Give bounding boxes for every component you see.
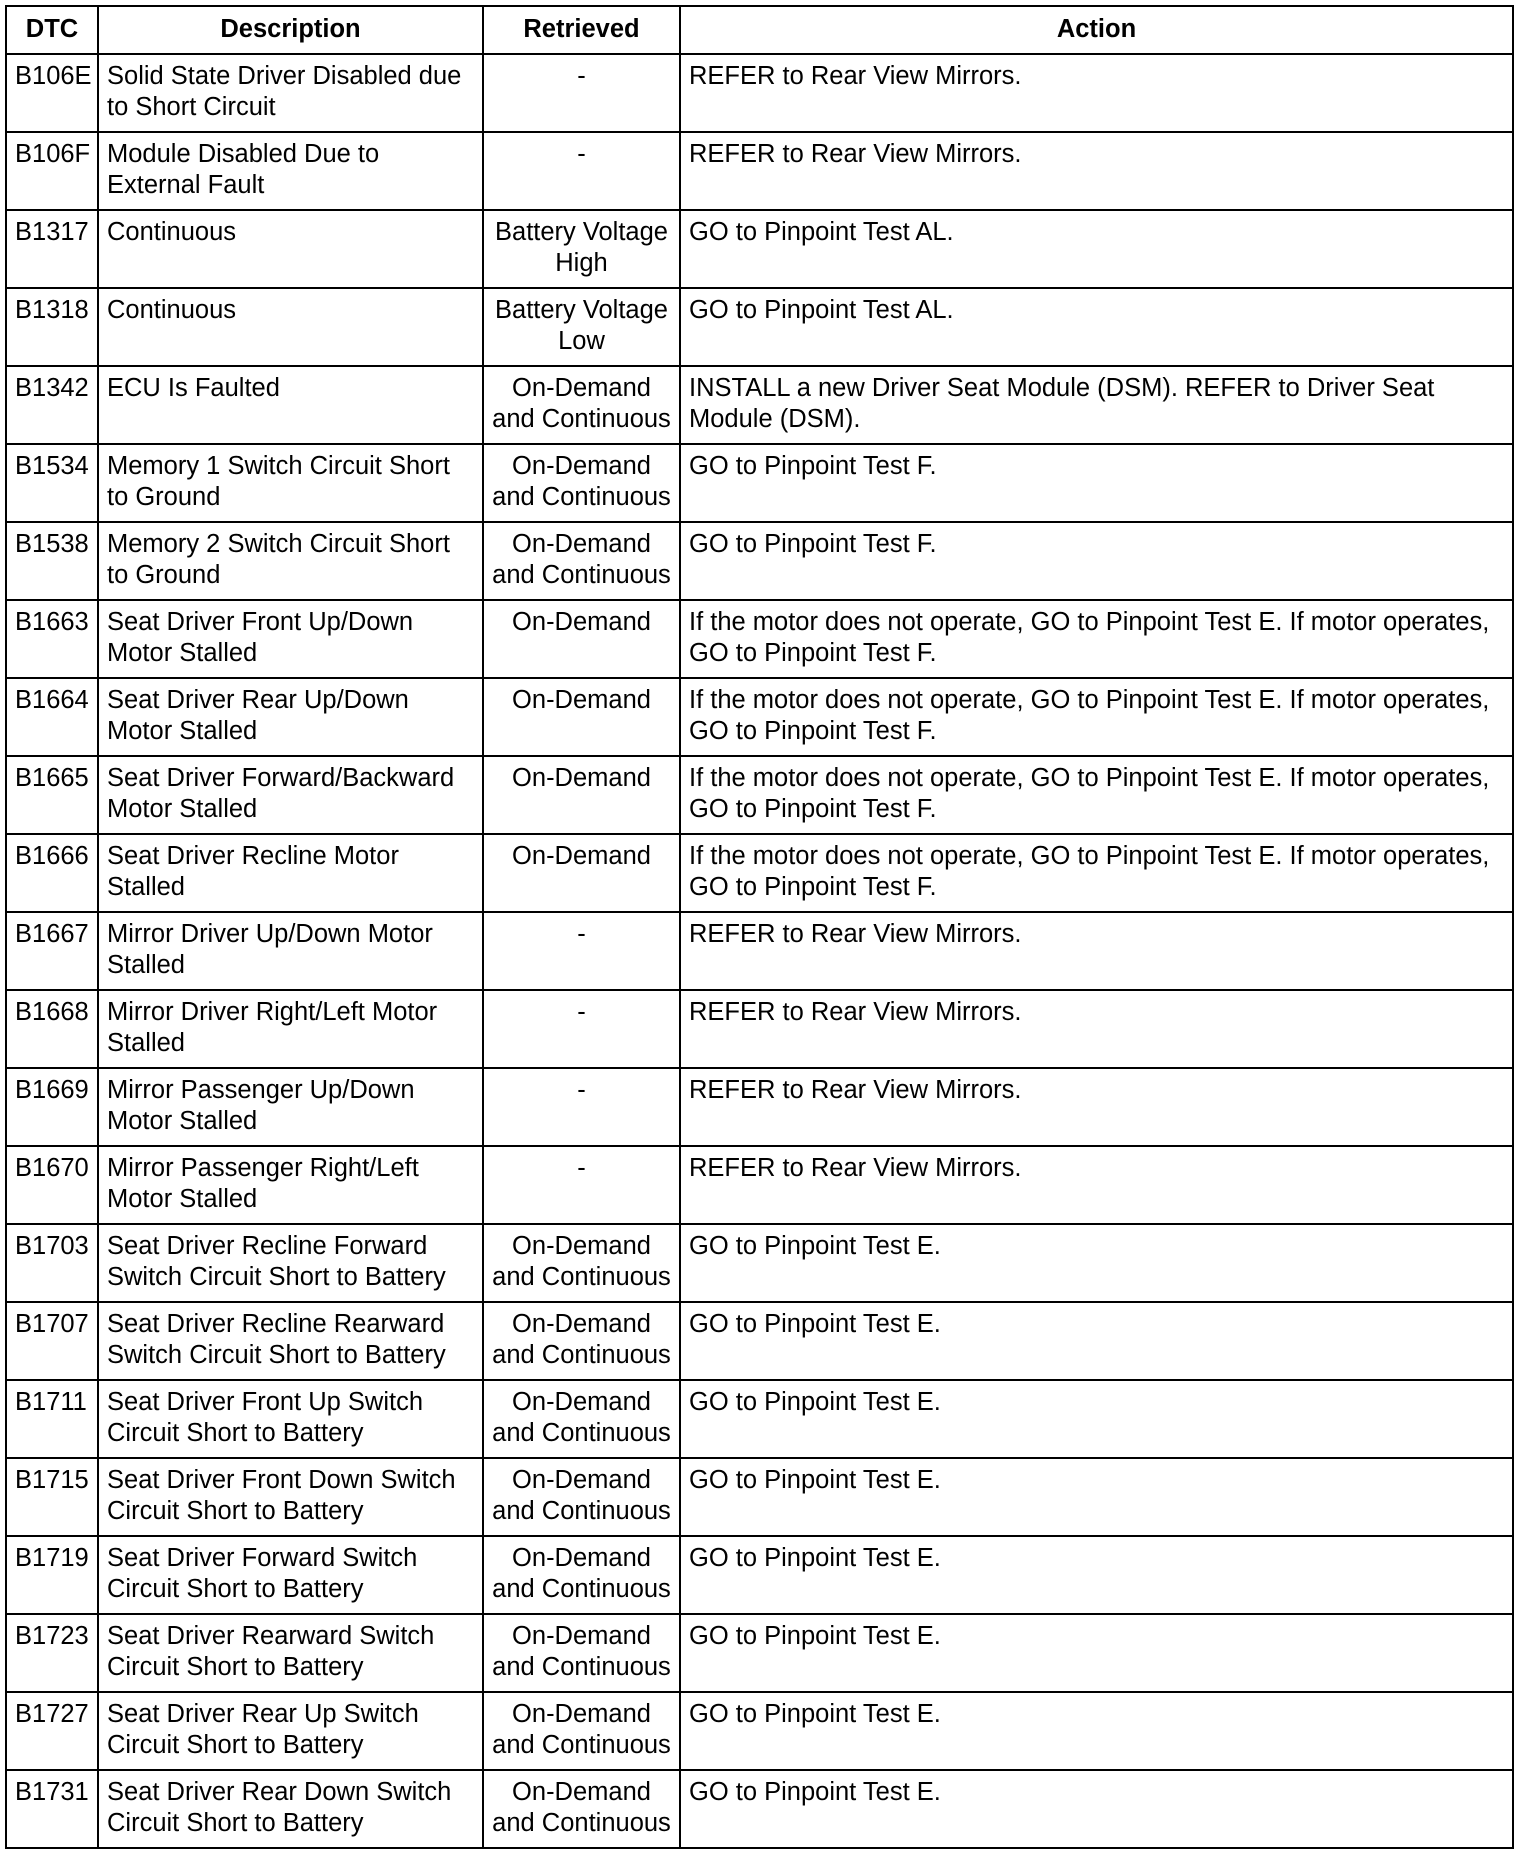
dtc-code: B106F [6,132,98,210]
dtc-description: Memory 1 Switch Circuit Short to Ground [98,444,483,522]
dtc-retrieved: Battery Voltage High [483,210,680,288]
dtc-code: B1731 [6,1770,98,1848]
dtc-action: REFER to Rear View Mirrors. [680,54,1513,132]
dtc-description: Seat Driver Front Up/Down Motor Stalled [98,600,483,678]
dtc-description: Seat Driver Forward Switch Circuit Short to Battery [98,1536,483,1614]
table-row [6,522,1513,600]
dtc-retrieved: On-Demand and Continuous [483,1614,680,1692]
dtc-description: Continuous [98,288,483,366]
table-row [6,678,1513,756]
dtc-retrieved: On-Demand and Continuous [483,1380,680,1458]
dtc-code: B106E [6,54,98,132]
dtc-code: B1318 [6,288,98,366]
table-row [6,1770,1513,1848]
dtc-action: GO to Pinpoint Test E. [680,1536,1513,1614]
dtc-retrieved: On-Demand and Continuous [483,1692,680,1770]
table-row [6,366,1513,444]
dtc-description: Mirror Driver Right/Left Motor Stalled [98,990,483,1068]
dtc-description: Seat Driver Recline Rearward Switch Circuit Short to Battery [98,1302,483,1380]
table-row [6,1692,1513,1770]
dtc-retrieved: - [483,132,680,210]
dtc-action: If the motor does not operate, GO to Pinpoint Test E. If motor operates, GO to Pinpoint Test F. [680,600,1513,678]
dtc-retrieved: On-Demand [483,834,680,912]
header-description: Description [98,6,483,54]
table-row [6,1380,1513,1458]
dtc-action: REFER to Rear View Mirrors. [680,132,1513,210]
dtc-action: GO to Pinpoint Test E. [680,1458,1513,1536]
dtc-retrieved: - [483,1146,680,1224]
dtc-code: B1707 [6,1302,98,1380]
dtc-description: Mirror Passenger Right/Left Motor Stalled [98,1146,483,1224]
dtc-description: Seat Driver Front Down Switch Circuit Short to Battery [98,1458,483,1536]
dtc-action: GO to Pinpoint Test E. [680,1224,1513,1302]
dtc-description: Seat Driver Recline Motor Stalled [98,834,483,912]
dtc-action: GO to Pinpoint Test AL. [680,288,1513,366]
dtc-action: If the motor does not operate, GO to Pinpoint Test E. If motor operates, GO to Pinpoint Test F. [680,834,1513,912]
table-row [6,288,1513,366]
dtc-code: B1668 [6,990,98,1068]
dtc-code: B1538 [6,522,98,600]
dtc-description: Memory 2 Switch Circuit Short to Ground [98,522,483,600]
dtc-action: REFER to Rear View Mirrors. [680,1146,1513,1224]
dtc-code: B1703 [6,1224,98,1302]
dtc-table [5,5,1514,1849]
dtc-description: Mirror Passenger Up/Down Motor Stalled [98,1068,483,1146]
table-row [6,444,1513,522]
dtc-description: Solid State Driver Disabled due to Short Circuit [98,54,483,132]
dtc-code: B1715 [6,1458,98,1536]
dtc-action: GO to Pinpoint Test E. [680,1380,1513,1458]
table-row [6,54,1513,132]
dtc-retrieved: On-Demand and Continuous [483,1224,680,1302]
dtc-action: If the motor does not operate, GO to Pinpoint Test E. If motor operates, GO to Pinpoint Test F. [680,756,1513,834]
dtc-action: REFER to Rear View Mirrors. [680,990,1513,1068]
dtc-description: ECU Is Faulted [98,366,483,444]
dtc-retrieved: - [483,54,680,132]
dtc-retrieved: On-Demand and Continuous [483,522,680,600]
table-row [6,990,1513,1068]
dtc-retrieved: On-Demand and Continuous [483,444,680,522]
table-row [6,1068,1513,1146]
dtc-action: REFER to Rear View Mirrors. [680,1068,1513,1146]
table-header [6,6,1513,54]
dtc-action: INSTALL a new Driver Seat Module (DSM). REFER to Driver Seat Module (DSM). [680,366,1513,444]
table-row [6,1614,1513,1692]
dtc-description: Seat Driver Recline Forward Switch Circuit Short to Battery [98,1224,483,1302]
dtc-code: B1723 [6,1614,98,1692]
dtc-action: GO to Pinpoint Test AL. [680,210,1513,288]
dtc-code: B1719 [6,1536,98,1614]
dtc-code: B1666 [6,834,98,912]
dtc-retrieved: On-Demand [483,678,680,756]
dtc-code: B1317 [6,210,98,288]
dtc-retrieved: On-Demand and Continuous [483,366,680,444]
dtc-code: B1667 [6,912,98,990]
dtc-action: GO to Pinpoint Test E. [680,1302,1513,1380]
dtc-code: B1727 [6,1692,98,1770]
header-retrieved: Retrieved [483,6,680,54]
header-action: Action [680,6,1513,54]
dtc-action: GO to Pinpoint Test F. [680,522,1513,600]
table-row [6,834,1513,912]
table-row [6,1224,1513,1302]
table-row [6,1536,1513,1614]
dtc-description: Mirror Driver Up/Down Motor Stalled [98,912,483,990]
dtc-code: B1342 [6,366,98,444]
dtc-code: B1663 [6,600,98,678]
table-row [6,132,1513,210]
table-body [6,54,1513,1848]
dtc-retrieved: - [483,912,680,990]
dtc-code: B1534 [6,444,98,522]
table-row [6,912,1513,990]
dtc-description: Seat Driver Rearward Switch Circuit Short to Battery [98,1614,483,1692]
table-row [6,756,1513,834]
dtc-retrieved: On-Demand [483,600,680,678]
table-row [6,210,1513,288]
dtc-retrieved: On-Demand and Continuous [483,1770,680,1848]
dtc-retrieved: - [483,990,680,1068]
table-row [6,1146,1513,1224]
dtc-retrieved: Battery Voltage Low [483,288,680,366]
dtc-retrieved: - [483,1068,680,1146]
table-row [6,1302,1513,1380]
dtc-description: Module Disabled Due to External Fault [98,132,483,210]
dtc-action: GO to Pinpoint Test E. [680,1692,1513,1770]
dtc-description: Seat Driver Front Up Switch Circuit Short to Battery [98,1380,483,1458]
dtc-code: B1670 [6,1146,98,1224]
dtc-action: GO to Pinpoint Test F. [680,444,1513,522]
dtc-description: Continuous [98,210,483,288]
dtc-code: B1665 [6,756,98,834]
dtc-action: GO to Pinpoint Test E. [680,1770,1513,1848]
dtc-description: Seat Driver Forward/Backward Motor Stalled [98,756,483,834]
table-row [6,1458,1513,1536]
dtc-retrieved: On-Demand [483,756,680,834]
dtc-description: Seat Driver Rear Down Switch Circuit Short to Battery [98,1770,483,1848]
dtc-description: Seat Driver Rear Up Switch Circuit Short to Battery [98,1692,483,1770]
dtc-action: If the motor does not operate, GO to Pinpoint Test E. If motor operates, GO to Pinpoint Test F. [680,678,1513,756]
dtc-retrieved: On-Demand and Continuous [483,1536,680,1614]
dtc-code: B1664 [6,678,98,756]
header-dtc: DTC [6,6,98,54]
table-row [6,600,1513,678]
dtc-description: Seat Driver Rear Up/Down Motor Stalled [98,678,483,756]
dtc-code: B1669 [6,1068,98,1146]
dtc-retrieved: On-Demand and Continuous [483,1458,680,1536]
dtc-code: B1711 [6,1380,98,1458]
dtc-action: GO to Pinpoint Test E. [680,1614,1513,1692]
dtc-retrieved: On-Demand and Continuous [483,1302,680,1380]
header-row [6,6,1513,54]
dtc-action: REFER to Rear View Mirrors. [680,912,1513,990]
